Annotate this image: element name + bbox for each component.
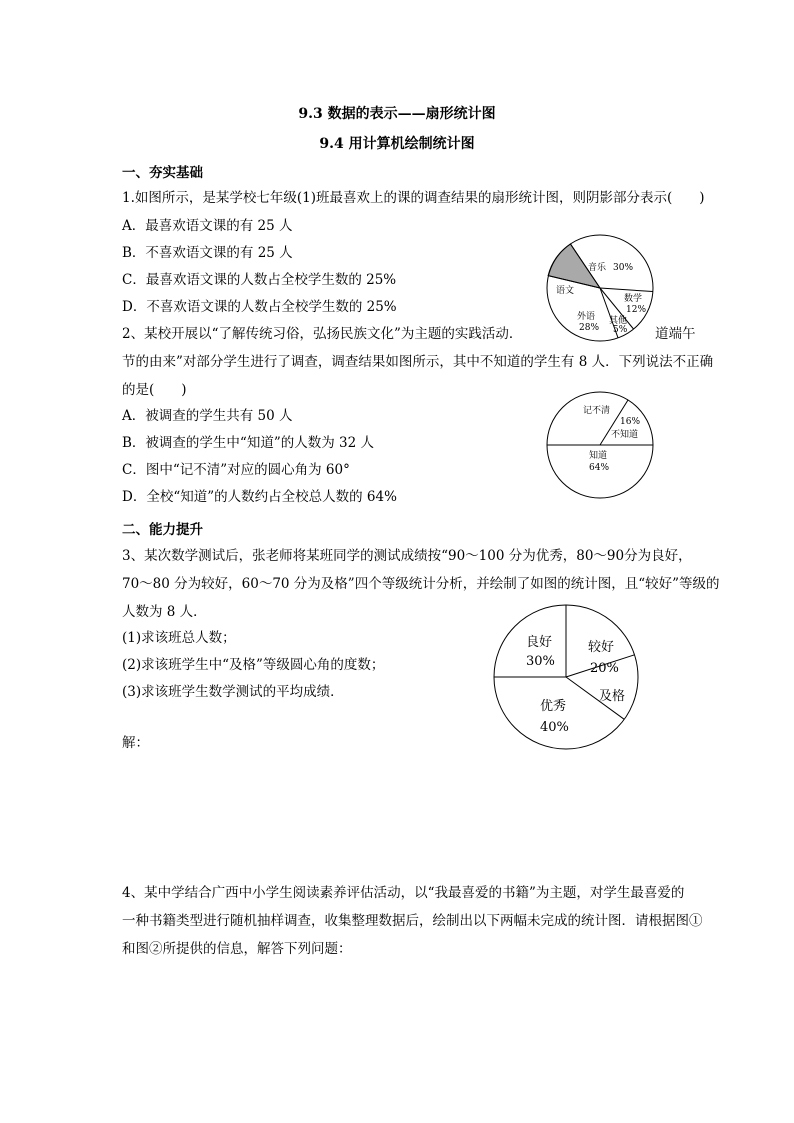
q2-pie-chart [540,390,660,500]
q2-line-3: 的是( ) [122,382,187,398]
q2-option-b: B．被调查的学生中“知道”的人数为 32 人 [122,435,374,451]
section-heading-advanced: 二、能力提升 [122,522,203,538]
q1-pie-label-math: 数学 [624,294,643,304]
q3-pie-label-pass: 及格 [599,689,626,704]
q1-pie-label-foreign: 外语 [577,312,596,322]
q4-line-3: 和图②所提供的信息，解答下列问题： [122,941,352,957]
q1-pie-percent-music: 30% [613,263,634,273]
q1-pie-percent-math: 12% [626,305,647,315]
q2-pie-percent-unknown: 16% [620,417,641,427]
q2-pie-label-unclear: 记不清 [583,406,611,416]
q3-sub-2: (2)求该班学生中“及格”等级圆心角的度数； [122,657,385,673]
q3-line-2: 70～80 分为较好，60～70 分为及格”四个等级统计分析，并绘制了如图的统计图，且“较好”等级的 [122,576,720,592]
q1-option-d: D．不喜欢语文课的人数占全校学生数的 25% [122,299,397,315]
q3-pie-label-fair: 较好 [588,640,615,655]
q1-pie-label-other: 其他 [609,316,628,326]
q3-pie-percent-excellent: 40% [540,720,569,735]
q2-line-2: 节的由来”对部分学生进行了调查，调查结果如图所示，其中不知道的学生有 8 人．下列说法不正确 [122,354,714,370]
q1-pie-divider-3 [600,288,653,292]
q1-option-c: C．最喜欢语文课的人数占全校学生数的 25% [122,272,397,288]
q3-pie-chart [486,602,646,752]
q3-line-1: 3、某次数学测试后，张老师将某班同学的测试成绩按“90～100 分为优秀，80～90分为良好， [122,548,692,564]
q1-stem: 1.如图所示，是某学校七年级(1)班最喜欢上的课的调查结果的扇形统计图，则阴影部分表示( ) [122,190,705,206]
q1-option-a: A．最喜欢语文课的有 25 人 [122,218,293,234]
q1-pie-label-music: 音乐 [588,263,607,273]
q3-pie-percent-good: 30% [526,654,555,669]
title-line-2: 9.4 用计算机绘制统计图 [319,136,475,152]
q1-pie-percent-foreign: 28% [579,323,600,333]
section-heading-basic: 一、夯实基础 [122,165,203,181]
q2-line-1b: 道端午 [655,326,696,342]
q3-answer-label: 解： [122,735,149,751]
q2-line-1a: 2、某校开展以“了解传统习俗，弘扬民族文化”为主题的实践活动． [122,326,523,342]
q1-pie-percent-other: 5% [613,325,628,335]
q1-pie-chart [540,232,660,344]
q2-option-c: C．图中“记不清”对应的圆心角为 60° [122,462,350,478]
q3-pie-label-excellent: 优秀 [540,699,567,714]
title-line-1: 9.3 数据的表示——扇形统计图 [298,106,496,122]
q3-pie-label-good: 良好 [526,635,553,650]
q2-option-d: D．全校“知道”的人数约占全校总人数的 64% [122,489,397,505]
q3-pie-percent-fair: 20% [590,661,619,676]
q2-pie-percent-know: 64% [589,463,610,473]
q1-pie-label-chinese: 语文 [556,286,575,296]
q2-pie-label-know: 知道 [589,451,608,461]
q4-line-1: 4、某中学结合广西中小学生阅读素养评估活动，以“我最喜爱的书籍”为主题，对学生最喜爱的 [122,885,685,901]
q3-sub-1: (1)求该班总人数； [122,630,236,646]
q2-pie-label-unknown: 不知道 [611,430,639,440]
q3-sub-3: (3)求该班学生数学测试的平均成绩． [122,684,344,700]
q3-line-3: 人数为 8 人． [122,604,207,620]
q2-option-a: A．被调查的学生共有 50 人 [122,408,293,424]
q4-line-2: 一种书籍类型进行随机抽样调查，收集整理数据后，绘制出以下两幅未完成的统计图．请根据图① [122,913,703,929]
q1-option-b: B．不喜欢语文课的有 25 人 [122,245,293,261]
